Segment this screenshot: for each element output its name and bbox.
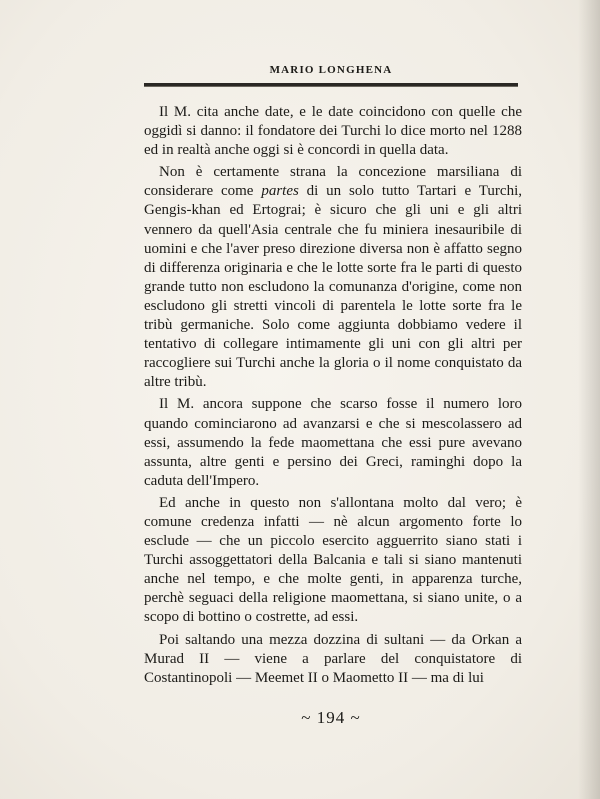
paragraph [144, 494, 522, 628]
paragraph [144, 631, 522, 688]
header-rule [144, 83, 518, 87]
body-text [144, 103, 522, 691]
page-edge-shadow [578, 0, 600, 799]
italic-term: partes [261, 183, 299, 200]
paragraph [144, 103, 522, 160]
paragraph-text: Ed anche in questo non s'allontana molto dal vero; è comune credenza infatti — nè alcun argomento forte lo esclude — che un piccolo esercito agguerrito siano stati i Turchi assoggettatori della Balcania e tali si siano mantenuti anche nel tempo, e che molte genti, in apparenza turche, perchè seguaci della religione maomettana, si siano unite, o a scopo di bottino o costrette, ad essi. [144, 494, 522, 626]
paragraph-text: Poi saltando una mezza dozzina di sultani — da Orkan a Murad II — viene a parlare del conquistatore di Costantinopoli — Meemet II o Maometto II — ma di lui [144, 631, 522, 686]
running-head: MARIO LONGHENA [269, 64, 393, 76]
paragraph [144, 163, 522, 392]
paragraph [144, 395, 522, 490]
paragraph-text: Il M. cita anche date, e le date coincidono con quelle che oggidì si danno: il fondatore dei Turchi lo dice morto nel 1288 ed in realtà anche oggi si è concordi in quella data. [144, 104, 522, 159]
paragraph-text: di un solo tutto Tartari e Turchi, Gengis-khan ed Ertograi; è sicuro che gli uni e gli altri vennero da quell'Asia centrale che fu miniera inesauribile di uomini e che l'aver preso direzione diversa non è affatto segno di differenza originaria e che le lotte sorte fra le parti di questo grande tutto non escludono la comunanza d'origine, come non escludono gli stretti vincoli di parentela le lotte sorte fra le tribù germaniche. Solo come aggiunta dobbiamo vedere il tentativo di collegare intimamente gli uni con gli altri per raccogliere sui Turchi anche la gloria o il nome conquistato da altre tribù. [144, 183, 522, 391]
page-number: ~ 194 ~ [301, 708, 361, 727]
paragraph-text: Il M. ancora suppone che scarso fosse il numero loro quando cominciarono ad avanzarsi e che si mescolassero ad essi, assumendo la fede maomettana che essi pure avevano assunta, altre genti e persino dei Greci, raminghi dopo la caduta dell'Impero. [144, 396, 522, 489]
paragraph-text: Non è certamente strana la concezione marsiliana di considerare come [144, 164, 522, 200]
